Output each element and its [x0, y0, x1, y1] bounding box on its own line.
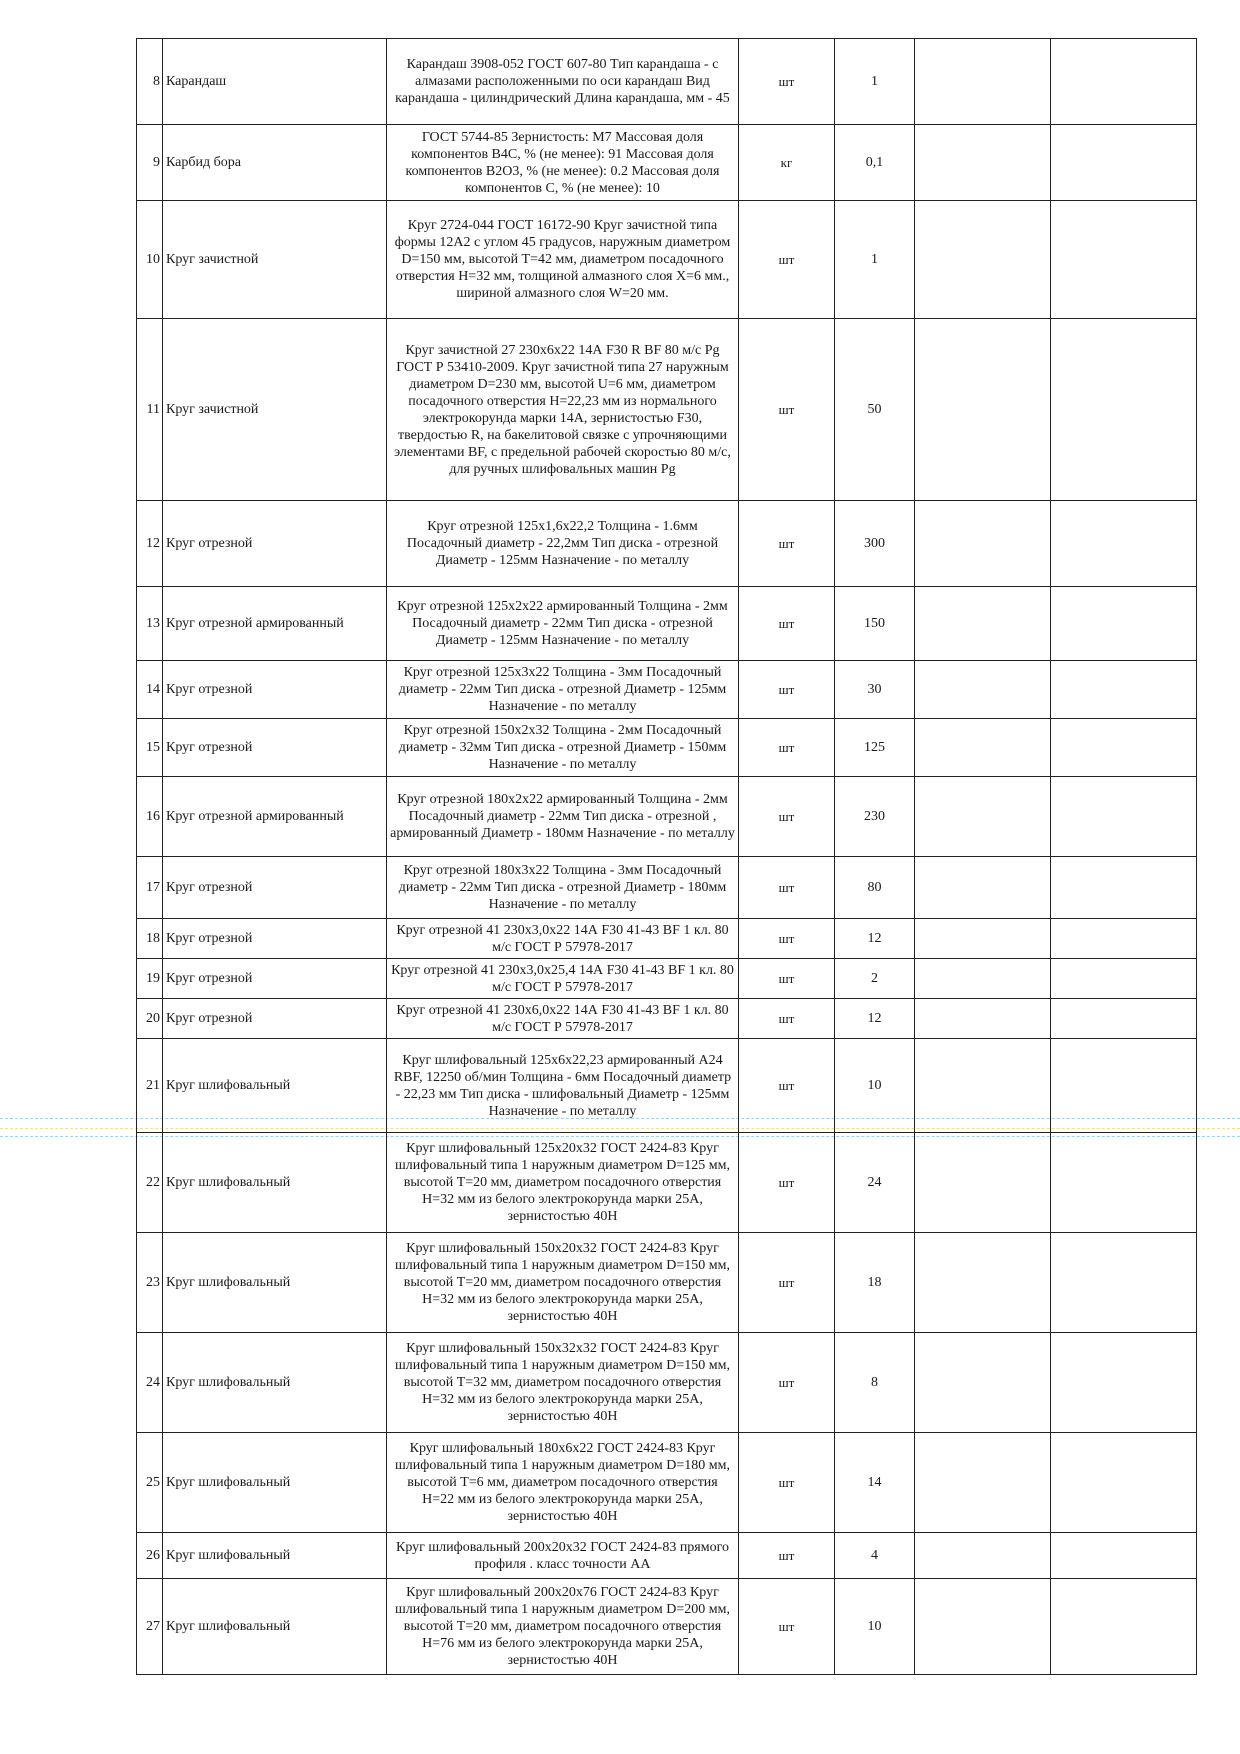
row-number: 18	[137, 919, 163, 959]
table-row	[137, 959, 1197, 999]
table-row	[137, 201, 1197, 319]
table-row	[137, 1433, 1197, 1533]
item-quantity: 18	[835, 1233, 915, 1333]
item-quantity: 30	[835, 661, 915, 719]
item-description: ГОСТ 5744-85 Зернистость: М7 Массовая доля компонентов В4С, % (не менее): 91 Массовая доля компонентов В2О3, % (не менее): 0.2 Массовая доля компонентов С, % (не менее): 10	[387, 125, 739, 201]
total-cell	[1051, 39, 1197, 125]
item-quantity: 4	[835, 1533, 915, 1579]
total-cell	[1051, 201, 1197, 319]
total-cell	[1051, 857, 1197, 919]
item-name: Круг шлифовальный	[163, 1533, 387, 1579]
price-cell	[915, 201, 1051, 319]
row-number: 11	[137, 319, 163, 501]
item-name: Круг отрезной армированный	[163, 587, 387, 661]
price-cell	[915, 1333, 1051, 1433]
item-quantity: 50	[835, 319, 915, 501]
item-quantity: 230	[835, 777, 915, 857]
item-unit: кг	[739, 125, 835, 201]
price-cell	[915, 1433, 1051, 1533]
total-cell	[1051, 125, 1197, 201]
price-cell	[915, 959, 1051, 999]
item-description: Круг отрезной 125х2х22 армированный Толщина - 2мм Посадочный диаметр - 22мм Тип диска - отрезной Диаметр - 125мм Назначение - по металлу	[387, 587, 739, 661]
total-cell	[1051, 777, 1197, 857]
item-unit: шт	[739, 1579, 835, 1675]
price-cell	[915, 1039, 1051, 1133]
row-number: 27	[137, 1579, 163, 1675]
total-cell	[1051, 959, 1197, 999]
item-unit: шт	[739, 857, 835, 919]
item-description: Круг зачистной 27 230х6х22 14А F30 R BF 80 м/с Pg ГОСТ Р 53410-2009. Круг зачистной типа 27 наружным диаметром D=230 мм, высотой U=6 мм, диаметром посадочного отверстия Н=22,23 мм из нормального электрокорунда марки 14А, зернистостью F30, твердостью R, на бакелитовой связке с упрочняющими элементами BF, с предельной рабочей скоростью 80 м/с, для ручных шлифовальных машин Pg	[387, 319, 739, 501]
row-number: 15	[137, 719, 163, 777]
item-description: Карандаш 3908-052 ГОСТ 607-80 Тип карандаша - с алмазами расположенными по оси карандаш Вид карандаша - цилиндрический Длина карандаша, мм - 45	[387, 39, 739, 125]
row-number: 14	[137, 661, 163, 719]
table-row	[137, 39, 1197, 125]
item-description: Круг шлифовальный 150х20х32 ГОСТ 2424-83 Круг шлифовальный типа 1 наружным диаметром D=150 мм, высотой Т=20 мм, диаметром посадочного отверстия Н=32 мм из белого электрокорунда марки 25А, зернистостью 40Н	[387, 1233, 739, 1333]
total-cell	[1051, 1133, 1197, 1233]
item-unit: шт	[739, 959, 835, 999]
row-number: 20	[137, 999, 163, 1039]
row-number: 22	[137, 1133, 163, 1233]
item-name: Круг зачистной	[163, 319, 387, 501]
item-description: Круг шлифовальный 150х32х32 ГОСТ 2424-83 Круг шлифовальный типа 1 наружным диаметром D=150 мм, высотой Т=32 мм, диаметром посадочного отверстия Н=32 мм из белого электрокорунда марки 25А, зернистостью 40Н	[387, 1333, 739, 1433]
item-name: Круг зачистной	[163, 201, 387, 319]
item-description: Круг шлифовальный 200х20х32 ГОСТ 2424-83 прямого профиля . класс точности АА	[387, 1533, 739, 1579]
price-cell	[915, 587, 1051, 661]
item-unit: шт	[739, 1333, 835, 1433]
price-cell	[915, 1579, 1051, 1675]
item-unit: шт	[739, 319, 835, 501]
price-cell	[915, 1133, 1051, 1233]
item-description: Круг шлифовальный 200х20х76 ГОСТ 2424-83 Круг шлифовальный типа 1 наружным диаметром D=200 мм, высотой Т=20 мм, диаметром посадочного отверстия Н=76 мм из белого электрокорунда марки 25А, зернистостью 40Н	[387, 1579, 739, 1675]
item-quantity: 10	[835, 1039, 915, 1133]
price-cell	[915, 719, 1051, 777]
row-number: 25	[137, 1433, 163, 1533]
item-description: Круг отрезной 41 230х3,0х25,4 14А F30 41-43 BF 1 кл. 80 м/с ГОСТ Р 57978-2017	[387, 959, 739, 999]
item-unit: шт	[739, 587, 835, 661]
table-row	[137, 501, 1197, 587]
table-row	[137, 1533, 1197, 1579]
item-description: Круг отрезной 125х1,6х22,2 Толщина - 1.6мм Посадочный диаметр - 22,2мм Тип диска - отрезной Диаметр - 125мм Назначение - по металлу	[387, 501, 739, 587]
table-row	[137, 1233, 1197, 1333]
item-unit: шт	[739, 1133, 835, 1233]
item-name: Круг отрезной армированный	[163, 777, 387, 857]
item-description: Круг отрезной 180х3х22 Толщина - 3мм Посадочный диаметр - 22мм Тип диска - отрезной Диаметр - 180мм Назначение - по металлу	[387, 857, 739, 919]
table-row	[137, 857, 1197, 919]
total-cell	[1051, 319, 1197, 501]
item-quantity: 150	[835, 587, 915, 661]
total-cell	[1051, 719, 1197, 777]
item-name: Круг шлифовальный	[163, 1433, 387, 1533]
row-number: 19	[137, 959, 163, 999]
item-name: Круг шлифовальный	[163, 1333, 387, 1433]
item-unit: шт	[739, 1433, 835, 1533]
item-quantity: 24	[835, 1133, 915, 1233]
item-unit: шт	[739, 1233, 835, 1333]
item-name: Круг отрезной	[163, 959, 387, 999]
items-table-body	[137, 39, 1197, 1675]
item-description: Круг шлифовальный 180х6х22 ГОСТ 2424-83 Круг шлифовальный типа 1 наружным диаметром D=180 мм, высотой Т=6 мм, диаметром посадочного отверстия Н=22 мм из белого электрокорунда марки 25А, зернистостью 40Н	[387, 1433, 739, 1533]
item-unit: шт	[739, 1039, 835, 1133]
item-unit: шт	[739, 1533, 835, 1579]
item-name: Круг шлифовальный	[163, 1133, 387, 1233]
price-cell	[915, 661, 1051, 719]
row-number: 21	[137, 1039, 163, 1133]
row-number: 23	[137, 1233, 163, 1333]
row-number: 10	[137, 201, 163, 319]
row-number: 16	[137, 777, 163, 857]
price-cell	[915, 1233, 1051, 1333]
item-name: Круг отрезной	[163, 857, 387, 919]
price-cell	[915, 125, 1051, 201]
table-row	[137, 999, 1197, 1039]
price-cell	[915, 319, 1051, 501]
table-row	[137, 661, 1197, 719]
total-cell	[1051, 1333, 1197, 1433]
item-quantity: 300	[835, 501, 915, 587]
price-cell	[915, 999, 1051, 1039]
row-number: 12	[137, 501, 163, 587]
table-row	[137, 1039, 1197, 1133]
item-quantity: 14	[835, 1433, 915, 1533]
table-row	[137, 587, 1197, 661]
total-cell	[1051, 1233, 1197, 1333]
item-name: Карбид бора	[163, 125, 387, 201]
row-number: 9	[137, 125, 163, 201]
total-cell	[1051, 999, 1197, 1039]
item-name: Круг отрезной	[163, 661, 387, 719]
total-cell	[1051, 501, 1197, 587]
item-unit: шт	[739, 39, 835, 125]
row-number: 26	[137, 1533, 163, 1579]
price-cell	[915, 1533, 1051, 1579]
item-quantity: 125	[835, 719, 915, 777]
item-description: Круг отрезной 125х3х22 Толщина - 3мм Посадочный диаметр - 22мм Тип диска - отрезной Диаметр - 125мм Назначение - по металлу	[387, 661, 739, 719]
item-description: Круг 2724-044 ГОСТ 16172-90 Круг зачистной типа формы 12А2 с углом 45 градусов, наружным диаметром D=150 мм, высотой Т=42 мм, диаметром посадочного отверстия Н=32 мм, толщиной алмазного слоя Х=6 мм., шириной алмазного слоя W=20 мм.	[387, 201, 739, 319]
table-row	[137, 719, 1197, 777]
item-name: Карандаш	[163, 39, 387, 125]
total-cell	[1051, 661, 1197, 719]
table-row	[137, 319, 1197, 501]
total-cell	[1051, 1533, 1197, 1579]
price-cell	[915, 919, 1051, 959]
table-row	[137, 919, 1197, 959]
row-number: 24	[137, 1333, 163, 1433]
item-unit: шт	[739, 999, 835, 1039]
price-cell	[915, 857, 1051, 919]
total-cell	[1051, 1039, 1197, 1133]
item-quantity: 12	[835, 919, 915, 959]
item-quantity: 80	[835, 857, 915, 919]
table-row	[137, 1579, 1197, 1675]
row-number: 17	[137, 857, 163, 919]
item-name: Круг отрезной	[163, 719, 387, 777]
item-quantity: 10	[835, 1579, 915, 1675]
price-cell	[915, 777, 1051, 857]
total-cell	[1051, 1433, 1197, 1533]
item-unit: шт	[739, 719, 835, 777]
row-number: 8	[137, 39, 163, 125]
item-quantity: 12	[835, 999, 915, 1039]
item-name: Круг отрезной	[163, 501, 387, 587]
item-name: Круг отрезной	[163, 999, 387, 1039]
total-cell	[1051, 1579, 1197, 1675]
total-cell	[1051, 919, 1197, 959]
table-row	[137, 1333, 1197, 1433]
item-quantity: 0,1	[835, 125, 915, 201]
item-unit: шт	[739, 501, 835, 587]
item-unit: шт	[739, 777, 835, 857]
item-description: Круг шлифовальный 125х20х32 ГОСТ 2424-83 Круг шлифовальный типа 1 наружным диаметром D=125 мм, высотой Т=20 мм, диаметром посадочного отверстия Н=32 мм из белого электрокорунда марки 25А, зернистостью 40Н	[387, 1133, 739, 1233]
items-table	[136, 38, 1197, 1675]
total-cell	[1051, 587, 1197, 661]
item-name: Круг отрезной	[163, 919, 387, 959]
item-name: Круг шлифовальный	[163, 1579, 387, 1675]
item-quantity: 8	[835, 1333, 915, 1433]
item-name: Круг шлифовальный	[163, 1233, 387, 1333]
item-description: Круг отрезной 150х2х32 Толщина - 2мм Посадочный диаметр - 32мм Тип диска - отрезной Диаметр - 150мм Назначение - по металлу	[387, 719, 739, 777]
item-unit: шт	[739, 661, 835, 719]
item-unit: шт	[739, 201, 835, 319]
row-number: 13	[137, 587, 163, 661]
table-row	[137, 1133, 1197, 1233]
item-name: Круг шлифовальный	[163, 1039, 387, 1133]
item-description: Круг отрезной 180х2х22 армированный Толщина - 2мм Посадочный диаметр - 22мм Тип диска - отрезной , армированный Диаметр - 180мм Назначение - по металлу	[387, 777, 739, 857]
item-description: Круг отрезной 41 230х6,0х22 14А F30 41-43 BF 1 кл. 80 м/с ГОСТ Р 57978-2017	[387, 999, 739, 1039]
item-quantity: 2	[835, 959, 915, 999]
item-description: Круг шлифовальный 125х6х22,23 армированный А24 RBF, 12250 об/мин Толщина - 6мм Посадочный диаметр - 22,23 мм Тип диска - шлифовальный Диаметр - 125мм Назначение - по металлу	[387, 1039, 739, 1133]
item-description: Круг отрезной 41 230х3,0х22 14А F30 41-43 BF 1 кл. 80 м/с ГОСТ Р 57978-2017	[387, 919, 739, 959]
table-row	[137, 125, 1197, 201]
item-unit: шт	[739, 919, 835, 959]
price-cell	[915, 39, 1051, 125]
item-quantity: 1	[835, 39, 915, 125]
table-row	[137, 777, 1197, 857]
price-cell	[915, 501, 1051, 587]
item-quantity: 1	[835, 201, 915, 319]
